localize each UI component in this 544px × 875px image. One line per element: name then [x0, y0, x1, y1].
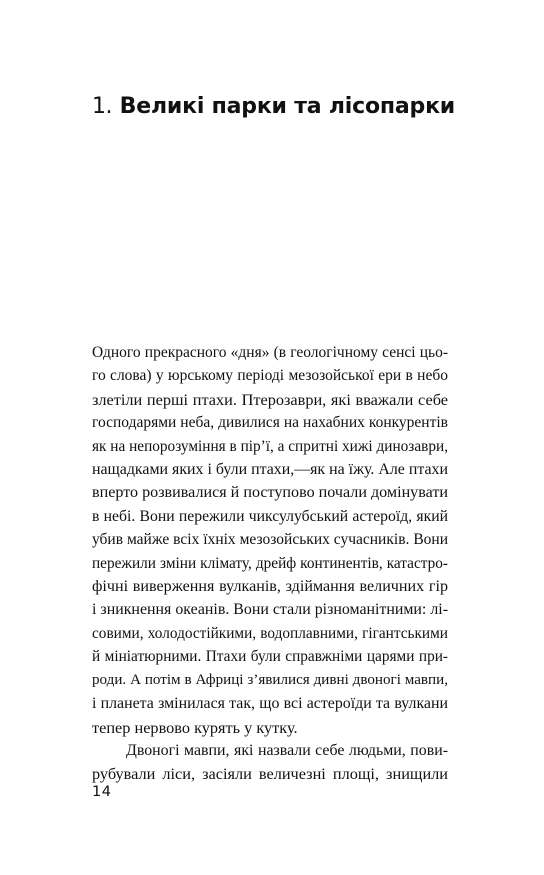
paragraph: [92, 739, 448, 786]
text-line: й мініатюрними. Птахи були справжніми царями при-: [92, 648, 448, 666]
text-line: Двоногі мавпи, які назвали себе людьми, пови-: [126, 741, 448, 759]
chapter-title: [92, 92, 455, 122]
text-line: в небі. Вони пережили чиксулубський астероїд, який: [92, 507, 448, 525]
paragraph: [92, 341, 448, 739]
text-line: вперто розвивалися й поступово почали домінувати: [92, 484, 448, 502]
text-line: нащадками яких і були птахи,—як на їжу. Але птахи: [92, 461, 448, 479]
text-line: го слова) у юрському періоді мезозойської ери в небо: [92, 367, 448, 385]
chapter-heading: Великі парки та лісопарки: [119, 94, 456, 119]
body-text: [92, 341, 448, 786]
text-line: і планета змінилася так, що всі астероїди та вулкани: [92, 695, 448, 713]
text-line: убив майже всіх їхніх мезозойських сучасників. Вони: [92, 531, 448, 549]
text-line: і зникнення океанів. Вони стали різноманітними: лі-: [92, 601, 448, 619]
text-line: фічні виверження вулканів, здіймання величних гір: [92, 578, 448, 596]
chapter-number: 1.: [92, 94, 112, 119]
text-line: тепер нервово курять у кутку.: [92, 717, 298, 737]
text-line: Одного прекрасного «дня» (в геологічному сенсі цьо-: [92, 344, 448, 361]
text-line: злетіли перші птахи. Птерозаври, які вважали себе: [92, 389, 448, 409]
text-line: пережили зміни клімату, дрейф континентів, катастро-: [92, 554, 448, 572]
text-line: рубували ліси, засіяли величезні площі, знищили: [92, 764, 448, 784]
text-line: як на непорозуміння в пір’ї, а спритні хижі динозаври,: [92, 437, 449, 455]
page-number: 14: [92, 784, 112, 800]
text-line: господарями неба, дивилися на нахабних конкурентів: [92, 414, 448, 432]
text-line: роди. А потім в Африці з’явилися дивні двоногі мавпи,: [92, 671, 448, 688]
text-line: совими, холодостійкими, водоплавними, гігантськими: [92, 624, 448, 642]
